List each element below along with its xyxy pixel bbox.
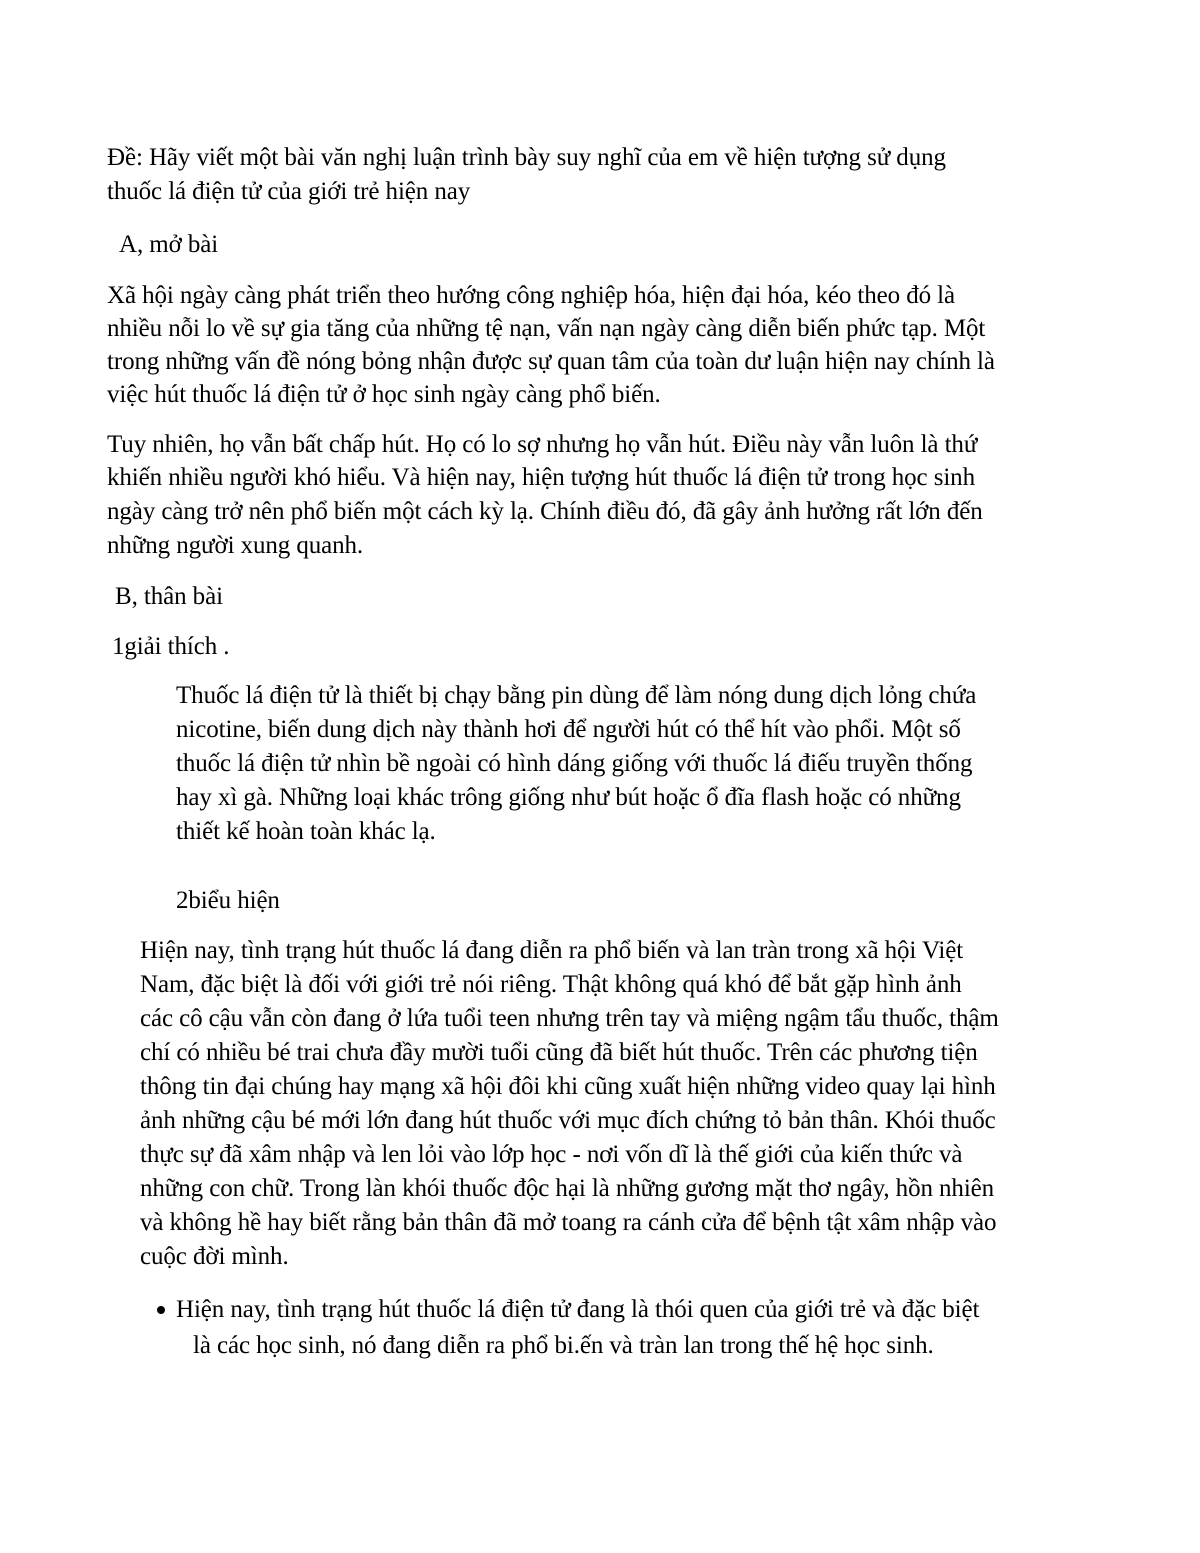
heading-mo-bai: A, mở bài	[119, 231, 219, 258]
prompt-line-2: thuốc lá điện tử của giới trẻ hiện nay	[107, 178, 471, 205]
section-1-line-4: hay xì gà. Những loại khác trông giống như bút hoặc ổ đĩa flash hoặc có những	[176, 784, 961, 811]
intro-p1-line-3: trong những vấn đề nóng bỏng nhận được sự quan tâm của toàn dư luận hiện nay chính là	[107, 348, 995, 375]
section-1-title: 1giải thích .	[112, 633, 230, 660]
heading-than-bai: B, thân bài	[115, 583, 223, 610]
section-2-line-5: thông tin đại chúng hay mạng xã hội đôi khi cũng xuất hiện những video quay lại hình	[140, 1073, 996, 1100]
intro-p1-line-2: nhiều nỗi lo về sự gia tăng của những tệ nạn, vấn nạn ngày càng diễn biến phức tạp. Một	[107, 315, 986, 342]
section-1-line-1: Thuốc lá điện tử là thiết bị chạy bằng pin dùng để làm nóng dung dịch lỏng chứa	[176, 682, 977, 709]
section-2-line-4: chí có nhiều bé trai chưa đầy mười tuổi cũng đã biết hút thuốc. Trên các phương tiện	[140, 1039, 978, 1066]
bullet-line-1: Hiện nay, tình trạng hút thuốc lá điện tử đang là thói quen của giới trẻ và đặc biệt	[176, 1296, 980, 1323]
section-2-line-6: ảnh những cậu bé mới lớn đang hút thuốc với mục đích chứng tỏ bản thân. Khói thuốc	[140, 1107, 996, 1134]
intro-p2-line-4: những người xung quanh.	[107, 532, 364, 559]
section-1-line-5: thiết kế hoàn toàn khác lạ.	[176, 818, 436, 845]
intro-p2-line-2: khiến nhiều người khó hiểu. Và hiện nay, hiện tượng hút thuốc lá điện tử trong học sinh	[107, 464, 975, 491]
intro-p2-line-1: Tuy nhiên, họ vẫn bất chấp hút. Họ có lo sợ nhưng họ vẫn hút. Điều này vẫn luôn là thứ	[107, 431, 978, 458]
section-2-line-8: những con chữ. Trong làn khói thuốc độc hại là những gương mặt thơ ngây, hồn nhiên	[140, 1175, 995, 1202]
section-2-line-9: và không hề hay biết rằng bản thân đã mở toang ra cánh cửa để bệnh tật xâm nhập vào	[140, 1209, 997, 1236]
section-2-line-2: Nam, đặc biệt là đối với giới trẻ nói riêng. Thật không quá khó để bắt gặp hình ảnh	[140, 971, 962, 998]
section-2-line-10: cuộc đời mình.	[140, 1243, 289, 1270]
section-1-line-3: thuốc lá điện tử nhìn bề ngoài có hình dáng giống với thuốc lá điếu truyền thống	[176, 750, 973, 777]
intro-p2-line-3: ngày càng trở nên phổ biến một cách kỳ lạ. Chính điều đó, đã gây ảnh hưởng rất lớn đến	[107, 498, 983, 525]
section-2-line-3: các cô cậu vẫn còn đang ở lứa tuổi teen nhưng trên tay và miệng ngậm tẩu thuốc, thậm	[140, 1005, 999, 1032]
prompt-line-1: Đề: Hãy viết một bài văn nghị luận trình bày suy nghĩ của em về hiện tượng sử dụng	[107, 144, 946, 171]
section-2-title: 2biểu hiện	[176, 887, 280, 914]
bullet-line-2: là các học sinh, nó đang diễn ra phổ bi.ến và tràn lan trong thế hệ học sinh.	[193, 1332, 934, 1359]
section-1-line-2: nicotine, biến dung dịch này thành hơi để người hút có thể hít vào phổi. Một số	[176, 716, 961, 743]
section-2-line-1: Hiện nay, tình trạng hút thuốc lá đang diễn ra phổ biến và lan tràn trong xã hội Việt	[140, 937, 964, 964]
intro-p1-line-4: việc hút thuốc lá điện tử ở học sinh ngày càng phổ biến.	[107, 381, 661, 408]
bullet-dot-icon	[157, 1306, 165, 1314]
intro-p1-line-1: Xã hội ngày càng phát triển theo hướng công nghiệp hóa, hiện đại hóa, kéo theo đó là	[107, 282, 955, 309]
section-2-line-7: thực sự đã xâm nhập và len lỏi vào lớp học - nơi vốn dĩ là thế giới của kiến thức và	[140, 1141, 963, 1168]
